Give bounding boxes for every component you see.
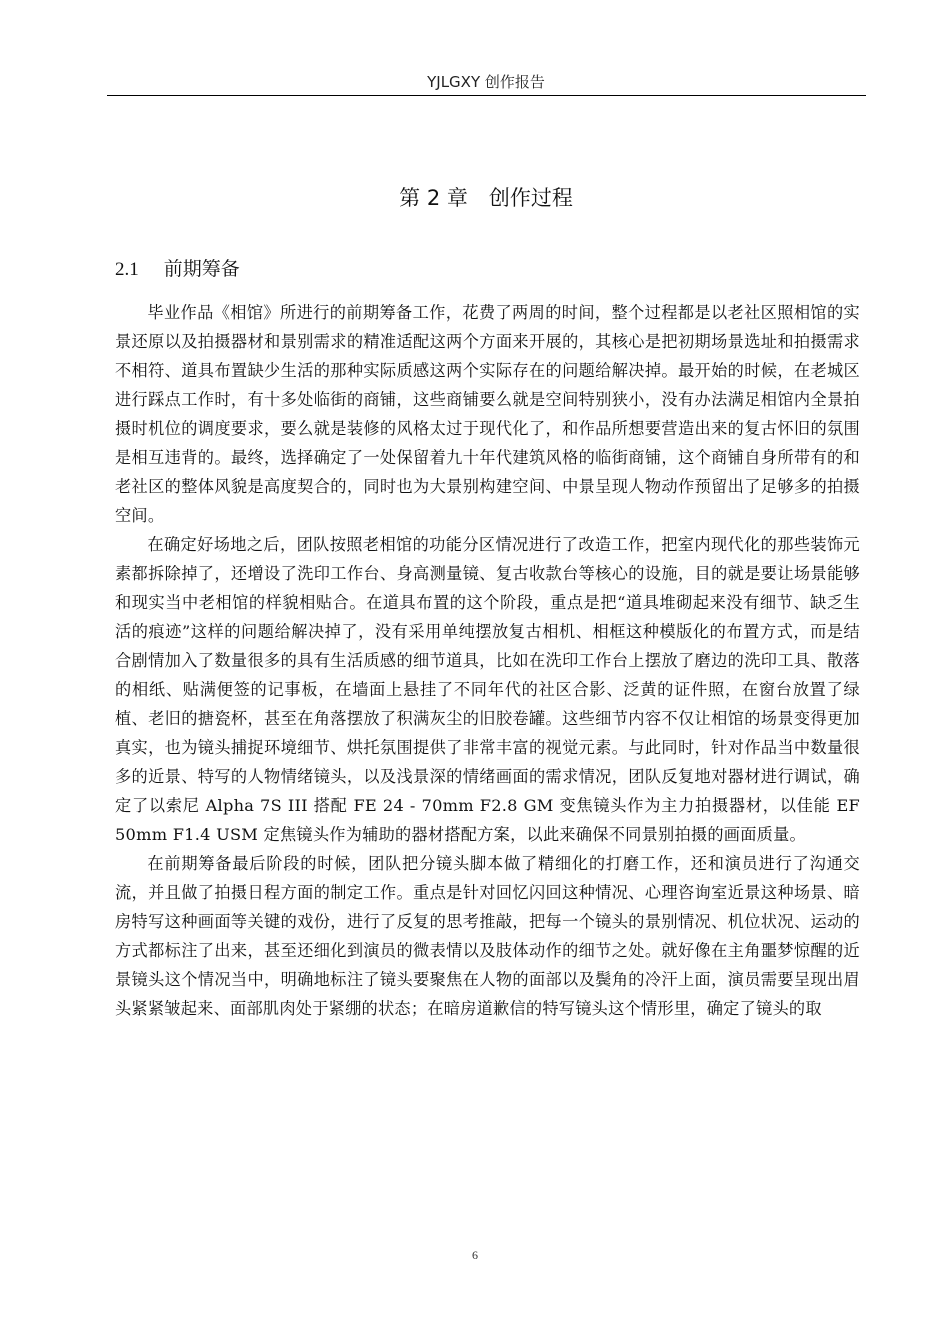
running-header: YJLGXY 创作报告 xyxy=(427,73,545,91)
body-text xyxy=(115,298,860,1023)
paragraph: 在前期筹备最后阶段的时候，团队把分镜头脚本做了精细化的打磨工作，还和演员进行了沟通交流，并且做了拍摄日程方面的制定工作。重点是针对回忆闪回这种情况、心理咨询室近景这种场景、暗房特写这种画面等关键的戏份，进行了反复的思考推敲，把每一个镜头的景别情况、机位状况、运动的方式都标注了出来，甚至还细化到演员的微表情以及肢体动作的细节之处。就好像在主角噩梦惊醒的近景镜头这个情况当中，明确地标注了镜头要聚焦在人物的面部以及鬓角的冷汗上面，演员需要呈现出眉头紧紧皱起来、面部肌肉处于紧绷的状态；在暗房道歉信的特写镜头这个情形里，确定了镜头的取 xyxy=(115,854,860,1018)
section-title-text: 前期筹备 xyxy=(163,258,240,280)
header-divider xyxy=(107,95,866,96)
paragraph: 在确定好场地之后，团队按照老相馆的功能分区情况进行了改造工作，把室内现代化的那些装饰元素都拆除掉了，还增设了洗印工作台、身高测量镜、复古收款台等核心的设施，目的就是要让场景能够和现实当中老相馆的样貌相贴合。在道具布置的这个阶段，重点是把“道具堆砌起来没有细节、缺乏生活的痕迹”这样的问题给解决掉了，没有采用单纯摆放复古相机、相框这种模版化的布置方式，而是结合剧情加入了数量很多的具有生活质感的细节道具，比如在洗印工作台上摆放了磨边的洗印工具、散落的相纸、贴满便签的记事板，在墙面上悬挂了不同年代的社区合影、泛黄的证件照，在窗台放置了绿植、老旧的搪瓷杯，甚至在角落摆放了积满灰尘的旧胶卷罐。这些细节内容不仅让相馆的场景变得更加真实，也为镜头捕捉环境细节、烘托氛围提供了非常丰富的视觉元素。与此同时，针对作品当中数量很多的近景、特写的人物情绪镜头，以及浅景深的情绪画面的需求情况，团队反复地对器材进行调试，确定了以索尼 Alpha 7S III 搭配 FE 24 - 70mm F2.8 GM 变焦镜头作为主力拍摄器材，以佳能 EF 50mm F1.4 USM 定焦镜头作为辅助的器材搭配方案，以此来确保不同景别拍摄的画面质量。 xyxy=(115,535,860,844)
section-number: 2.1 xyxy=(115,259,139,280)
paragraph: 毕业作品《相馆》所进行的前期筹备工作，花费了两周的时间，整个过程都是以老社区照相馆的实景还原以及拍摄器材和景别需求的精准适配这两个方面来开展的，其核心是把初期场景选址和拍摄需求不相符、道具布置缺少生活的那种实际质感这两个实际存在的问题给解决掉。最开始的时候，在老城区进行踩点工作时，有十多处临街的商铺，这些商铺要么就是空间特别狭小，没有办法满足相馆内全景拍摄时机位的调度要求，要么就是装修的风格太过于现代化了，和作品所想要营造出来的复古怀旧的氛围是相互违背的。最终，选择确定了一处保留着九十年代建筑风格的临街商铺，这个商铺自身所带有的和老社区的整体风貌是高度契合的，同时也为大景别构建空间、中景呈现人物动作预留出了足够多的拍摄空间。 xyxy=(115,303,860,525)
chapter-title: 第 2 章 创作过程 xyxy=(399,186,573,210)
section-heading xyxy=(115,256,240,283)
page-number: 6 xyxy=(472,1248,478,1262)
